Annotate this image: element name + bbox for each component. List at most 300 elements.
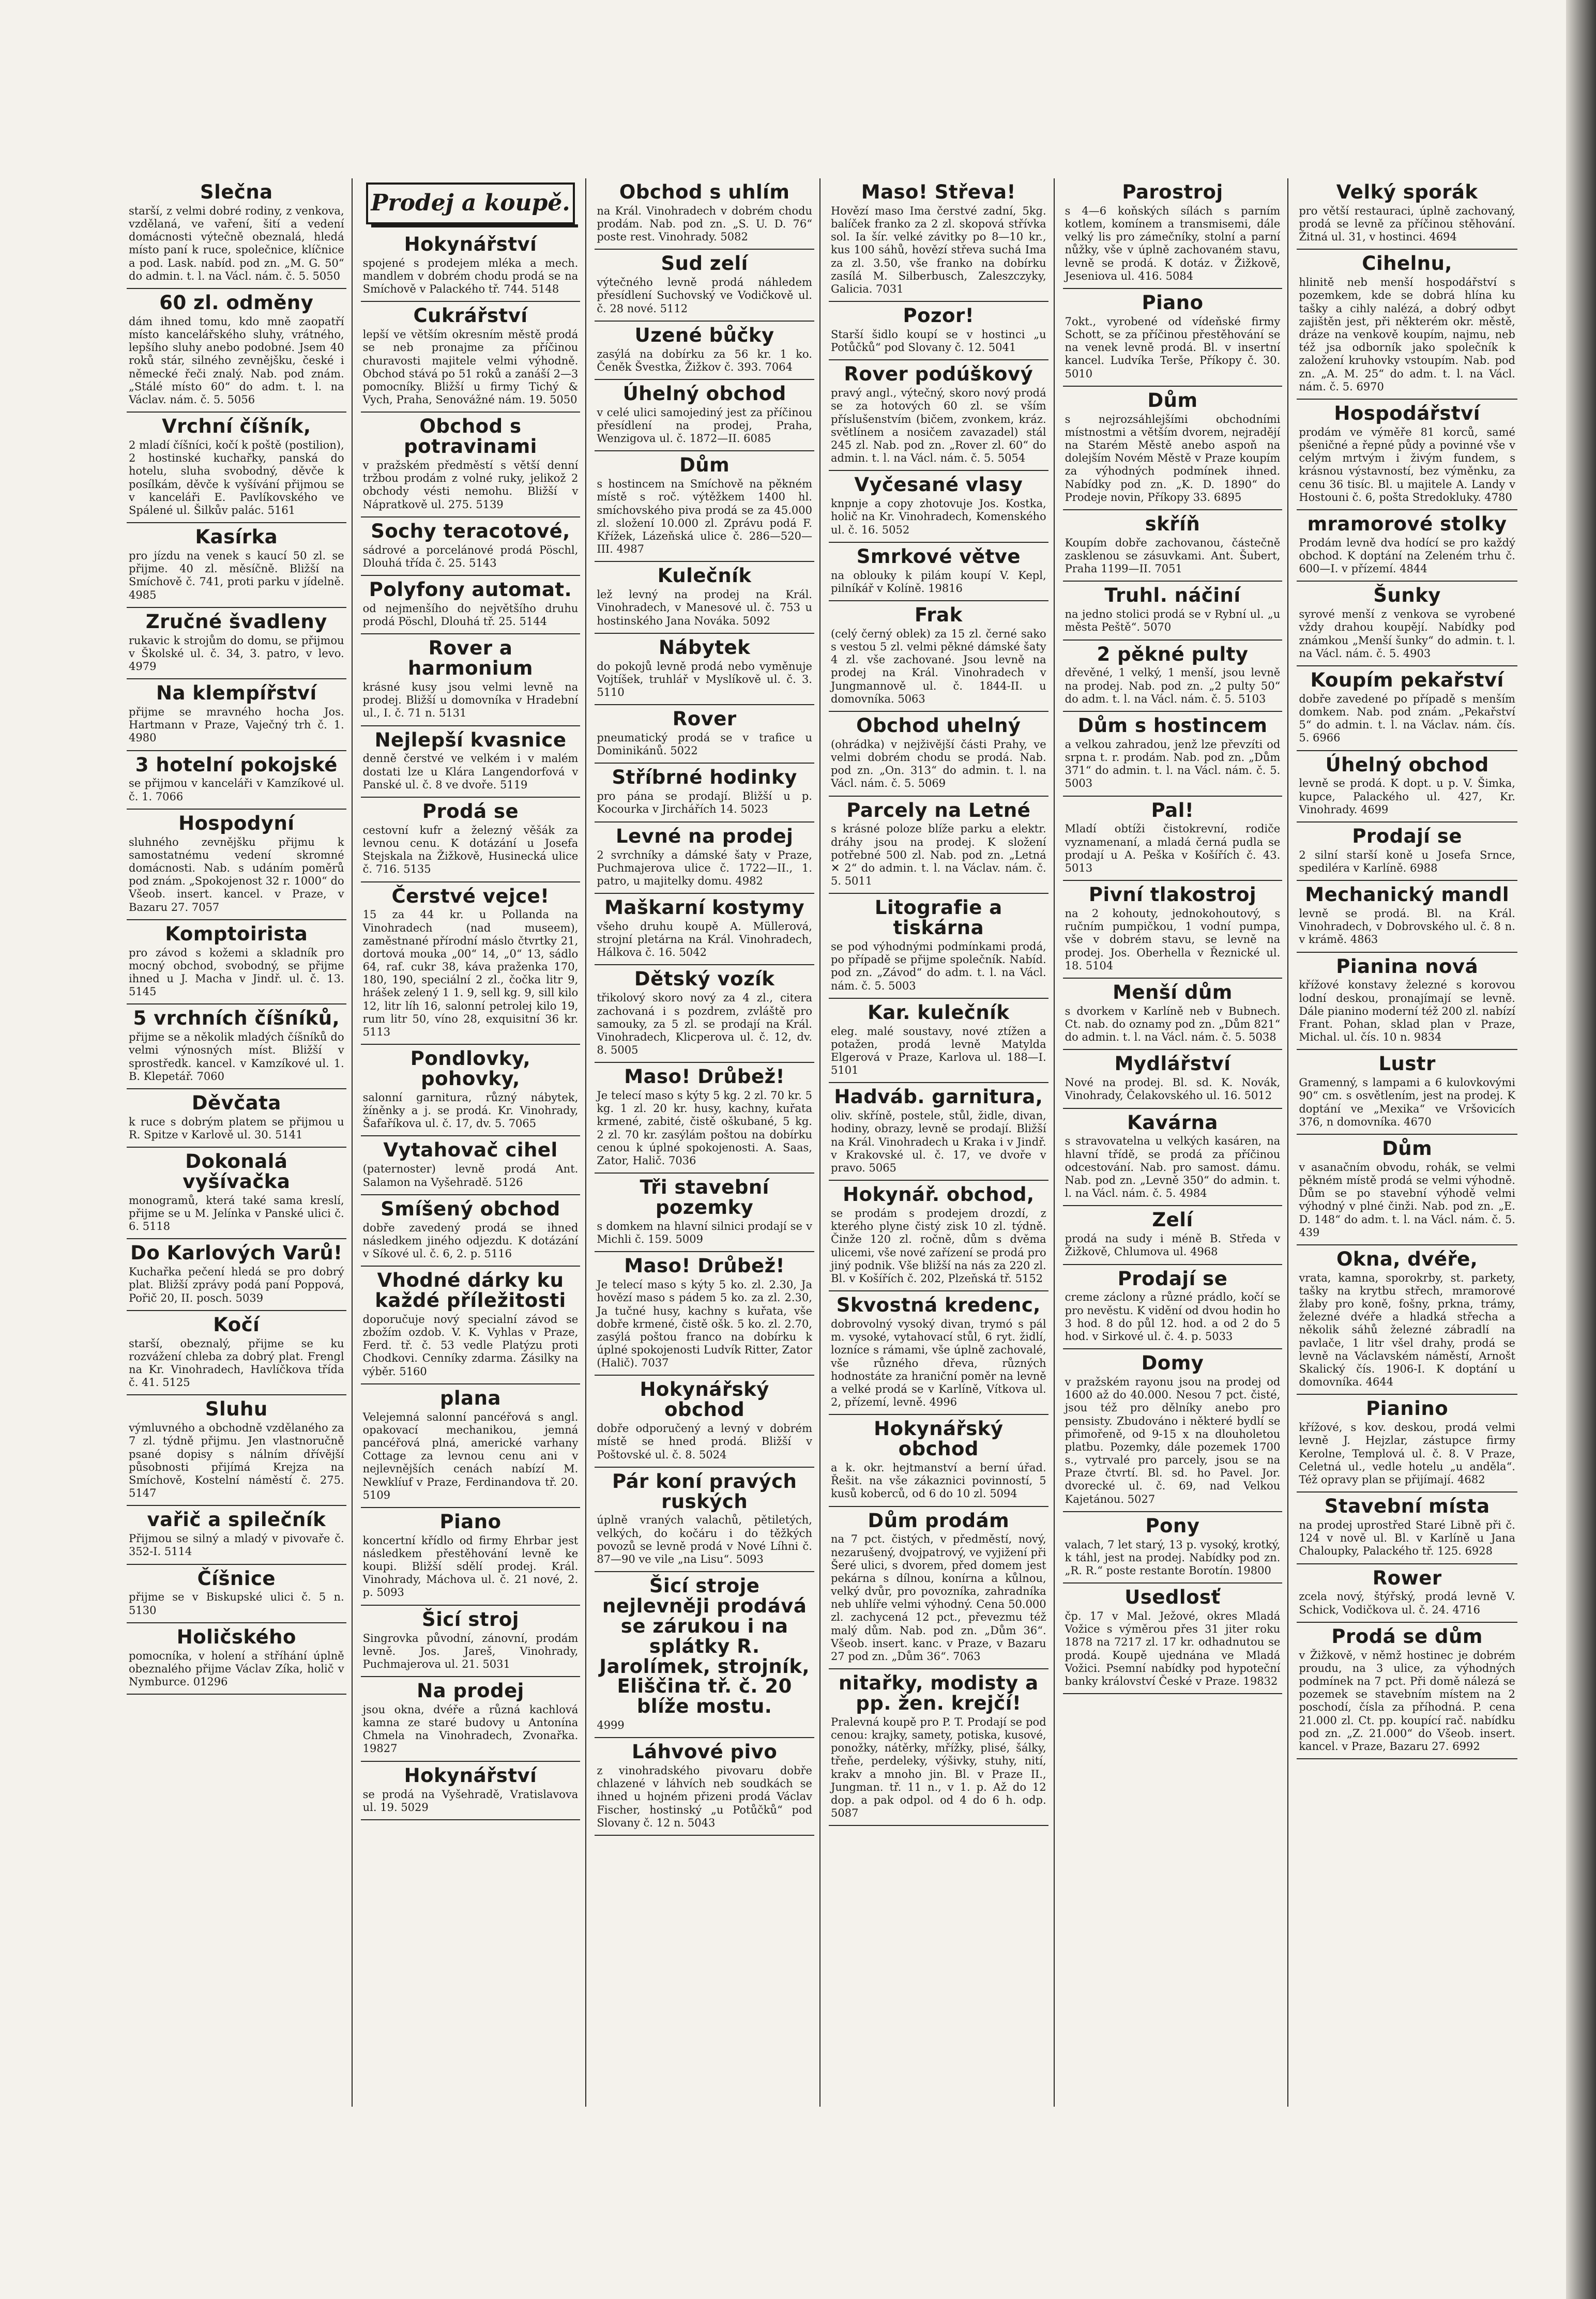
ad-heading: Nejlepší kvasnice [374,728,567,751]
ad-heading: Hokynářství [404,1764,537,1787]
classified-ad [1297,1623,1517,1759]
ad-text: pro větší restauraci, úplně zachovaný, prodá se levně za příčinou stěhování. Žitná ul. 31, v hostinci. 4694 [1299,204,1515,243]
ad-heading: 2 pěkné pulty [1097,643,1249,665]
ad-heading: Menší dům [1113,981,1233,1003]
ad-heading: Kar. kulečník [868,1001,1010,1024]
classified-ad [595,965,814,1063]
ad-heading: Hadváb. garnitura, [834,1086,1043,1108]
classified-ad [361,576,581,634]
ad-text: úplně vraných valachů, pětiletých, velkých, do kočáru i do těžkých povozů se levně prodá v Nové Líhni č. 87—90 ve vile „na Lisu“. 5093 [597,1514,812,1565]
classified-ad [361,798,581,882]
classified-ad [829,471,1048,542]
classified-ad [127,1506,346,1564]
ad-text: lež levný na prodej na Král. Vinohradech, v Manesové ul. č. 753 u hostinského Jana Nováka. 5092 [597,588,812,627]
ad-text: (paternoster) levně prodá Ant. Salamon na Vyšehradě. 5126 [362,1163,579,1189]
classified-ad [361,231,581,302]
ad-heading: Komptoirista [165,922,308,945]
ad-text: výtečného levně prodá náhledem přesídlení Suchovský ve Vodičkově ul. č. 28 nové. 5112 [597,276,812,315]
classified-ad [1063,641,1283,712]
ad-text: Prodám levně dva hodící se pro každý obchod. K doptání na Zeleném trhu č. 600—I. v přízemí. 4844 [1299,536,1515,575]
ad-heading: Dokonalá vyšívačka [183,1150,291,1193]
classified-ad [127,1565,346,1623]
ad-heading: Čerstvé vejce! [391,885,550,907]
ad-heading: 5 vrchních číšníků, [133,1007,340,1030]
ad-heading: Kulečník [657,565,752,587]
ad-heading: Kavárna [1127,1111,1218,1134]
column-3 [595,178,820,2107]
ad-text: s nejrozsáhlejšími obchodními místnostmi a větším dvorem, nejradějí na Starém Městě anebo aspoň na dolejším Novém Městě v Praze koupím za výhodných podmínek ihned. Nabídky pod zn. „K. D. 1890“ do Prodeje novin, Příkopy 33. 6895 [1065,413,1281,504]
ad-text: pro závod s kožemi a skladník pro mocný obchod, svobodný, se přijme ihned u J. Macha v Jindř. ul. č. 13. 5145 [129,946,344,998]
ad-text: rukavic k strojům do domu, se přijmou v Školské ul. č. 34, 3. patro, v levo. 4979 [129,634,344,673]
classified-ad [829,1291,1048,1415]
ad-heading: Úhelný obchod [1325,753,1489,776]
ad-text: na oblouky k pilám koupí V. Kepl, pilníkář v Kolíně. 19816 [830,569,1046,595]
classified-ad [595,250,814,321]
ad-heading: Domy [1141,1352,1204,1375]
classified-ad [1297,1564,1517,1623]
classified-ad [361,1384,581,1508]
classified-ad [1297,881,1517,952]
ad-heading: Číšnice [197,1567,276,1590]
classified-ad [127,1004,346,1089]
ad-heading: Piano [1142,291,1204,314]
ad-text: na Král. Vinohradech v dobrém chodu prodám. Nab. pod zn. „S. U. D. 76“ poste rest. Vinohrady. 5082 [597,204,812,243]
ad-text: přijme se v Biskupské ulici č. 5 n. 5130 [129,1591,344,1617]
ad-text: lepší ve větším okresním městě prodá se neb pronajme za příčinou churavosti majitele velmi výhodně. Obchod stává po 51 roků a zanáší 2—3 pomocníky. Bližší u firmy Tichý & Vych, Praha, Senovážné nám. 19. 5050 [362,328,579,406]
classified-ad [829,543,1048,601]
ad-text: dobře zavedené po případě s menším domkem. Nab. pod znám. „Pekařství 5“ do admin. t. l. na Václav. nám. čís. 5. 6966 [1299,692,1515,744]
classified-ad [1063,1584,1283,1694]
ad-text: Koupím dobře zachovanou, částečně zasklenou se zásuvkami. Ant. Šubert, Praha 1199—II. 7051 [1065,536,1281,575]
ad-text: křížové konstavy železné s korovou lodní deskou, pronajímají se levně. Dále pianino moderní též 200 zl. nabízí Frant. Pohan, sklad plan v Praze, Michal. ul. čís. 10 n. 9834 [1299,979,1515,1044]
ad-heading: Uzené bůčky [634,324,774,346]
classified-ad [595,178,814,250]
classified-ad [1063,1512,1283,1584]
ad-text: 15 za 44 kr. u Pollanda na Vinohradech (nad museem), zaměstnané přírodní máslo čtvrtky 21, dortová mouka „00“ 14, „0“ 13, sádlo 64, raf. cukr 38, káva praženka 170, 180, 190, speciální 2 zl., čočka litr 9, hrášek zelený 1 1. 9, sell kg. 9, sill kilo 12, litr líh 16, salonní petrolej kilo 19, rum litr 50, víno 28, exquisitní 36 kr. 5113 [362,908,579,1039]
ad-text: přijme se a několik mladých číšníků do velmi výnosných míst. Bližší v sprostředk. kancel. v Kamzíkové ul. 1. B. Klepetář. 7060 [129,1031,344,1083]
classified-ad [829,302,1048,360]
ad-text: denně čerstvé ve velkém i v malém dostati lze u Klára Langendorfová v Panské ul. č. 8 ve dvoře. 5119 [362,752,579,791]
ad-heading: Nábytek [658,636,751,659]
classified-ad [361,634,581,726]
ad-text: Starší šidlo koupí se v hostinci „u Potůčků“ pod Slovany č. 12. 5041 [830,328,1046,354]
ad-heading: Hospodyní [178,812,295,834]
classified-ad [1063,1206,1283,1265]
classified-ad [361,517,581,576]
classified-ad [1063,712,1283,797]
classified-ad [1297,823,1517,881]
classified-ad [127,1239,346,1311]
ad-text: křížové, s kov. deskou, prodá velmi levně J. Hejzlar, zástupce firmy Kerolne, Templová ul. č. 8. V Praze, Celetná ul., vedle hotelu „u anděla“. Též opravy plan se přijímají. 4682 [1299,1421,1515,1486]
classified-ad [361,413,581,517]
ad-text: zcela nový, štýřský, prodá levně V. Schick, Vodičkova ul. č. 24. 4716 [1299,1590,1515,1616]
ad-text: starší, z velmi dobré rodiny, z venkova, vzdělaná, ve vaření, šití a vedení domácnosti výtečně obeznalá, hledá místo paní k ruce, společnice, klíčnice a pod. Lask. nabíd. pod zn. „M. G. 50“ do admin. t. l. na Václ. nám. č. 5. 5050 [129,204,344,282]
ad-text: čp. 17 v Mal. Ježové, okres Mladá Vožice s výměrou přes 31 jiter roku 1878 na 7217 zl. 17 kr. odhadnutou se prodá. Koupě ujednána ve Mladá Vožici. Psemní nabídky pod hypoteční banky království České v Praze. 19832 [1065,1610,1281,1688]
ad-text: Je telecí maso s kýty 5 ko. zl. 2.30, Ja hovězí maso s pádem 5 ko. za zl. 2.30, Ja tučné husy, kachny s kuřata, vše dobře krmené, čistě ošk. 5 ko. zl. 2.70, zasýlá poštou franco na dobírku k úplné spokojenosti Ludvík Ritter, Zator (Halič). 7037 [597,1278,812,1369]
ad-text: s 4—6 koňských sílách s parním kotlem, komínem a transmisemi, dále velký lis pro zámečníky, stolní a parní nůžky, vše v úplně zachovaném stavu, levně se prodá. K dotáz. v Žižkově, Jeseniova ul. 416. 5084 [1065,204,1281,282]
ad-text: od nejmenšího do největšího druhu prodá Pöschl, Dlouhá tř. 25. 5144 [362,602,579,628]
ad-heading: Parcely na Letné [846,799,1031,821]
column-1 [127,178,353,2107]
ad-heading: Levné na prodej [616,825,794,847]
ad-heading: Pianino [1366,1397,1449,1420]
ad-heading: Pár koní pravých ruských [612,1470,797,1513]
ad-text: prodám ve výměře 81 korců, samé pšeničné a řepné půdy a povinné vše v celým mrtvým i živým fundem, s krásnou výstavností, bez výměnku, za cenu 36 tisíc. Bl. u majitele A. Landy v Hostouni č. 6, pošta Stredokluky. 4780 [1299,425,1515,504]
classified-ad [361,302,581,413]
classified-ad [127,413,346,523]
classified-ad [829,999,1048,1084]
classified-ad [361,1045,581,1136]
ad-heading: nitařky, modisty a pp. žen. krejčí! [839,1672,1039,1715]
classified-ad [595,1063,814,1174]
ad-text: Nové na prodej. Bl. sd. K. Novák, Vinohrady, Čelakovského ul. 16. 5012 [1065,1076,1281,1102]
ad-heading: Dům [1147,389,1198,412]
classified-columns [127,178,1523,2107]
classified-ad [127,920,346,1005]
classified-ad [595,1376,814,1467]
ad-text: spojené s prodejem mléka a mech. mandlem v dobrém chodu prodá se na Smíchově v Palackého tř. 744. 5148 [362,256,579,296]
ad-heading: Dům prodám [868,1509,1010,1532]
classified-ad [1297,1050,1517,1135]
ad-heading: Skvostná kredenc, [836,1294,1041,1317]
ad-text: do pokojů levně prodá nebo vyměnuje Vojtíšek, truhlář v Myslíkově ul. č. 3. 5110 [597,660,812,699]
classified-ad [829,1181,1048,1291]
ad-heading: Okna, dvéře, [1336,1247,1478,1270]
ad-heading: Dům s hostincem [1077,714,1268,737]
ad-heading: Lustr [1378,1053,1436,1075]
ad-text: třikolový skoro nový za 4 zl., citera zachovaná i s pozdrem, zvláště pro samouky, za 5 zl. se prodají na Král. Vinohradech, Klicperova ul. č. 12, dv. 8. 5005 [597,992,812,1057]
classified-ad [829,712,1048,797]
ad-heading: vařič a spilečník [147,1509,326,1531]
ad-text: valach, 7 let starý, 13 p. vysoký, krotký, k táhl, jest na prodej. Nabídky pod zn. „R. R.“ poste restante Borotín. 19800 [1065,1538,1281,1577]
section-title: Prodej a koupě. [366,182,575,224]
classified-ad [595,823,814,894]
ad-text: Gramenný, s lampami a 6 kulovkovými 90“ cm. s osvětlením, jest na prodej. K doptání ve „Mexika“ ve Vršovicích 376, n domovníka. 4670 [1299,1076,1515,1128]
classified-ad [1297,178,1517,250]
ad-heading: Vrchní číšník, [162,415,311,438]
ad-text: cestovní kufr a železný věšák za levnou cenu. K dotázání u Josefa Stejskala na Žižkově, Husinecká ulice č. 716. 5135 [362,824,579,876]
ad-text: pomocníka, v holení a stříhání úplně obeznalého přijme Václav Zíka, holič v Nymburce. 01296 [129,1649,344,1688]
column-6 [1297,178,1523,2107]
ad-text: s dvorkem v Karlíně neb v Bubnech. Ct. nab. do oznamy pod zn. „Dům 821“ do admin. t. l. na Václ. nám. č. 5. 5038 [1065,1004,1281,1044]
ad-heading: Mechanický mandl [1305,884,1510,906]
ad-text: v pražském předměstí s větší denní tržbou prodám z volné ruky, jelikož 2 obchody vésti nemohu. Bližší v Nápratkově ul. 275. 5139 [362,459,579,511]
ad-heading: Kasírka [195,526,278,549]
ad-heading: Láhvové pivo [632,1741,778,1763]
ad-text: v Žižkově, v němž hostinec je dobrém proudu, na 3 ulice, za výhodných podmínek na 7 pct. Při domě nálezá se pozemek se stavebním místem na 2 poschodí, čísla za příhodná. P. cena 21.000 zl. Ct. pp. koupící rač. nabídku pod zn. „Z. 21.000“ do Všeob. insert. kancel. v Praze, Bazaru 27. 6992 [1299,1649,1515,1753]
ad-text: Velejemná salonní pancéřová s angl. opakovací mechanikou, jemná pancéřová plná, americké varhany Cottage za levnou cenu ani v nejlevnějších cenách nabízí M. Newklíuf v Praze, Ferdinandova tř. 20. 5109 [362,1410,579,1501]
classified-ad [829,360,1048,471]
ad-heading: Smíšený obchod [381,1197,560,1220]
ad-text: přijme se mravného hocha Jos. Hartmann v Praze, Vaječný trh č. 1. 4980 [129,705,344,744]
ad-text: starší, obeznalý, přijme se ku rozvážení chleba za dobrý plat. Frengl na Kr. Vinohradech, Havlíčkova třída č. 41. 5125 [129,1337,344,1389]
classified-ad [361,882,581,1045]
ad-text: v pražském rayonu jsou na prodej od 1600 až do 40.000. Nesou 7 pct. čisté, jsou též pro dělníky anebo pro pensisty. Zbudováno i některé bydlí se přimořeně, od 9-15 x na dlouholetou platbu. Pozemky, dále pozemek 1700 s., vytrvalé pro parcely, jsou se na Praze čtvrtí. Bl. sd. ho Pavel. Jor. dvorecké ul. č. 69, nad Velkou Kajetánou. 5027 [1065,1375,1281,1505]
ad-heading: Rover podúškový [844,363,1033,386]
ad-heading: Maso! Drůbež! [624,1255,785,1277]
ad-heading: Prodá se dům [1331,1625,1483,1648]
ad-text: s domkem na hlavní silnici prodají se v Michli č. 159. 5009 [597,1220,812,1246]
classified-ad [127,679,346,751]
ad-heading: Hokynářský obchod [640,1378,769,1421]
ad-text: koncertní křídlo od firmy Ehrbar jest následkem přestěhování levně ke koupi. Bližší sdělí prodej. Král. Vinohrady, Máchova ul. č. 21 nové, 2. p. 5093 [362,1534,579,1599]
ad-heading: Pianina nová [1336,955,1479,978]
ad-text: v asanačním obvodu, rohák, se velmi pěkném místě prodá se velmi výhodně. Dům se po stavební výhodě velmi výhodný v plné činži. Nab. pod zn. „E. D. 148“ do adm. t. l. na Václ. nám. č. 5. 439 [1299,1161,1515,1239]
ad-heading: Polyfony automat. [369,578,572,601]
ad-heading: Truhl. náčiní [1104,584,1241,607]
classified-ad [361,1677,581,1762]
ad-text: pneumatický prodá se v trafice u Dominikánů. 5022 [597,732,812,757]
ad-heading: Kočí [213,1313,260,1336]
classified-ad [1297,1493,1517,1564]
ad-text: creme záclony a různé prádlo, kočí se pro nevěstu. K vidění od dvou hodin ho 3 hod. 8 do půl 12. hod. a od 2 do 5 hod. v Sirkové ul. č. 4. p. 5033 [1065,1291,1281,1343]
ad-heading: 3 hotelní pokojské [135,753,338,776]
classified-ad [1063,1349,1283,1512]
ad-text: z vinohradského pivovaru dobře chlazené v láhvích neb soudkách se ihned u hojném přizeni prodá Václav Fischer, hostinský „u Potůčků“ pod Slovany č. 12 n. 5043 [597,1764,812,1829]
ad-text: vrata, kamna, sporokrby, st. parkety, tašky na krytbu střech, mramorové žlaby pro koně, fošny, prkna, trámy, železné dvéře a hladká střecha a několik sáhů železné zábradlí na pavlače, 1 litr všel drahy, prodá se levně na Václavském náměstí, Arnošt Skalický čís. 1906-I. K doptání u domovníka. 4644 [1299,1271,1515,1389]
ad-text: Mladí obtíži čistokrevní, rodiče vyznamenaní, a mladá černá pudla se prodají u A. Peška v Košířích č. 43. 5013 [1065,823,1281,874]
classified-ad [829,1083,1048,1181]
ad-text: se pod výhodnými podmínkami prodá, po případě se přijme společník. Nabíd. pod zn. „Závod“ do adm. t. l. na Václ. nám. č. 5. 5003 [830,940,1046,992]
ad-heading: Děvčata [191,1091,281,1114]
ad-heading: 60 zl. odměny [159,291,314,314]
ad-text: 2 mladí číšníci, kočí k poště (postilion), 2 hostinské kuchařky, panská do hotelu, sluha svobodný, děvče k posílkám, děvče k vyšívání přijmou se v kanceláři E. Pavlíkovského ve Spálené ul. Šilkův palác. 5161 [129,438,344,516]
classified-ad [1063,1050,1283,1108]
ad-heading: Cukrářství [413,304,528,327]
column-5 [1063,178,1289,2107]
ad-heading: Vyčesané vlasy [854,474,1023,496]
classified-ad [127,289,346,413]
classified-ad [1063,510,1283,582]
classified-ad [1297,751,1517,823]
ad-text: Přijmou se silný a mladý v pivovaře č. 352-I. 5114 [129,1532,344,1558]
ad-heading: Obchod s potravinami [404,415,537,458]
classified-ad [595,451,814,562]
ad-heading: Sud zelí [661,252,748,275]
classified-ad [127,810,346,920]
classified-ad [1063,178,1283,289]
classified-ad [1063,881,1283,979]
classified-ad [1063,1265,1283,1350]
ad-heading: Hokynářství [404,233,537,255]
classified-ad [127,1623,346,1695]
ad-text: dobrovolný vysoký divan, trymó s pál m. vysoké, vytahovací stůl, 6 ryt. židlí, lozníce s rámami, vše úplně zachovalé, vše různého dřeva, různých hodnostáte za hraniční poměr na levně a velké prodá se v Karlíně, Vítkova ul. 2, přízemí, levně. 4996 [830,1317,1046,1409]
ad-heading: Na klempířství [156,682,317,705]
ad-heading: Maškarní kostymy [604,896,805,919]
ad-text: v celé ulici samojediný jest za příčinou přesídlení na prodej, Praha, Wenzigova ul. č. 1872—II. 6085 [597,406,812,445]
ad-heading: Mydlářství [1114,1053,1231,1075]
classified-ad [361,1136,581,1195]
ad-text: knpnje a copy zhotovuje Jos. Kostka, holič na Kr. Vinohradech, Komenského ul. č. 16. 5052 [830,497,1046,536]
classified-ad [361,1267,581,1384]
ad-text: na 2 kohouty, jednokohoutový, s ručním pumpičkou, 1 vodní pumpa, vše v dobrém stavu, se levně na prodej. Jos. Oberhella v Řeznické ul. 18. 5104 [1065,907,1281,972]
classified-ad [1297,1135,1517,1245]
ad-text: výmluvného a obchodně vzdělaného za 7 zl. týdně přijmu. Jen vlastnoručně psané dopisy s nálním dřívější působnosti přijímá Krejza na Smíchově, Kostelní náměstí č. 275. 5147 [129,1422,344,1500]
classified-ad [595,634,814,705]
classified-ad [595,894,814,965]
ad-heading: Zručné švadleny [145,610,327,633]
ad-heading: plana [440,1387,501,1409]
classified-ad [829,1669,1048,1826]
ad-text: 7okt., vyrobené od vídeňské firmy Schott, se za příčinou přestěhování se na venek levně prodá. Bl. v insertní kancel. Ludvíka Terše, Příkopy č. 30. 5010 [1065,315,1281,380]
classified-ad [127,751,346,810]
ad-heading: Velký sporák [1336,181,1478,203]
ad-heading: Pal! [1151,799,1194,821]
classified-ad [829,894,1048,998]
classified-ad [595,764,814,822]
classified-ad [829,797,1048,894]
classified-ad [1297,1245,1517,1395]
ad-text: 2 svrchníky a dámské šaty v Praze, Puchmajerova ulice č. 1722—II., 1. patro, u majitelky domu. 4982 [597,848,812,887]
classified-ad [595,380,814,451]
ad-text: syrové menší z venkova se vyrobené vždy drahou koupějí. Nabídky pod známkou „Menší šunky“ do admin. t. l. na Václ. nám. č. 5. 4903 [1299,608,1515,660]
scan-edge-shadow [1566,0,1596,2299]
ad-text: Pralevná koupě pro P. T. Prodají se pod cenou: krajky, samety, potiska, kusové, ponožky, nátěrky, mřížky, plisé, šálky, třeňe, perdeleky, výšivky, stuhy, nití, krakv a mnoho jin. Bl. v Praze II., Jungman. tř. 11 n., v 1. p. Až do 12 dop. a pak odpol. od 4 do 6 h. odp. 5087 [830,1715,1046,1820]
classified-ad [1063,387,1283,510]
classified-ad [127,178,346,289]
ad-heading: Frak [914,603,963,626]
classified-ad [127,608,346,679]
ad-text: a k. okr. hejtmanství a berní úřad. Řešit. na vše zákaznici povinností, 5 kusů koberců, od 6 do 10 zl. 5094 [830,1461,1046,1500]
classified-ad [1297,666,1517,751]
classified-ad [127,1395,346,1506]
ad-text: oliv. skříně, postele, stůl, židle, divan, hodiny, obrazy, levně se prodají. Bližší na Král. Vinohradech u Kraka i v Jindř. v Krakovské ul. č. 17, ve dvoře v pravo. 5065 [830,1109,1046,1174]
classified-ad [829,601,1048,712]
ad-text: levně se prodá. Bl. na Král. Vinohradech, v Dobrovského ul. č. 8 n. v krámě. 4863 [1299,907,1515,946]
ad-text: se přijmou v kanceláři v Kamzíkové ul. č. 1. 7066 [129,777,344,803]
classified-ad [1297,953,1517,1050]
ad-heading: Šicí stroj [422,1608,519,1631]
ad-text: s hostincem na Smíchově na pěkném místě s roč. výtěžkem 1400 hl. smíchovského piva prodá se za 45.000 zl. složení 10.000 zl. Zprávu podá F. Křížek, Lázeňská ulice č. 286—520—III. 4987 [597,478,812,556]
ad-text: levně se prodá. K dopt. u p. V. Šimka, kupce, Palackého ul. 427, Kr. Vinohrady. 4699 [1299,777,1515,816]
ad-text: na prodej uprostřed Staré Libně při č. 124 v nově ul. Bl. v Karlíně u Jana Chaloupky, Palackého tř. 125. 6928 [1299,1519,1515,1558]
classified-ad [1063,289,1283,387]
ad-heading: Sluhu [205,1398,268,1421]
ad-heading: Hokynář. obchod, [843,1183,1035,1206]
ad-heading: Úhelný obchod [622,383,786,405]
ad-heading: Rover a harmonium [408,637,533,680]
ad-heading: Smrkové větve [856,545,1021,568]
classified-ad [127,1311,346,1396]
ad-heading: Obchod s uhlím [619,181,790,203]
classified-ad [361,1508,581,1606]
ad-heading: Pozor! [903,304,975,327]
ad-heading: Stavební místa [1324,1495,1490,1518]
ad-text: se prodá na Vyšehradě, Vratislavova ul. 19. 5029 [362,1788,579,1814]
ad-text: 2 silní starší koně u Josefa Srnce, spediléra v Karlíně. 6988 [1299,848,1515,874]
ad-text: hlinitě neb menší hospodářství s pozemkem, kde se dobrá hlína ku tašky a cihly nalézá, a dobrý odbyt zajištěn jest, při některém okr. městě, dráze na venkově koupím, najmu, neb též jsa odborník jako společník k založení kruhovky vstoupím. Nab. pod zn. „A. M. 25“ do adm. t. l. na Václ. nám. č. 5. 6970 [1299,276,1515,393]
classified-ad [595,1572,814,1738]
ad-text: Hovězí maso Ima čerstvé zadní, 5kg. balíček franko za 2 zl. skopová střívka sol. Ia šír. velké závitky po 8—10 kr., kus 100 sáhů, hovězí střeva suchá Ima za zl. 3.50, vše franko na dobírku zasílá M. Silberbusch, Zaleszczyky, Galicia. 7031 [830,204,1046,295]
ad-heading: Tři stavební pozemky [640,1176,769,1219]
classified-ad [1297,400,1517,510]
ad-heading: Dům [679,454,730,477]
ad-heading: Parostroj [1122,181,1223,203]
ad-heading: mramorové stolky [1307,512,1507,535]
ad-heading: Cihelnu, [1362,252,1452,275]
classified-ad [595,1738,814,1836]
ad-text: zasýlá na dobírku za 56 kr. 1 ko. Čeněk Švestka, Žižkov č. 393. 7064 [597,347,812,373]
ad-heading: Na prodej [417,1680,524,1702]
ad-text: dobře zavedený prodá se ihned následkem jiného odjezdu. K dotázání v Síkové ul. č. 6, 2. p. 5116 [362,1221,579,1260]
ad-heading: Slečna [200,181,273,203]
ad-text: dřevěné, 1 velký, 1 menší, jsou levně na prodej. Nab. pod zn. „2 pulty 50“ do adm. t. l. na Václ. nám. č. 5. 5103 [1065,666,1281,705]
classified-ad [1063,979,1283,1050]
ad-heading: Holičského [176,1625,296,1648]
ad-text: (ohrádka) v nejživější části Prahy, ve velmi dobrém chodu se prodá. Nab. pod zn. „On. 313“ do admin. t. l. na Václ. nám. č. 5. 5069 [830,738,1046,790]
classified-ad [595,1468,814,1572]
ad-heading: skříň [1145,512,1200,535]
classified-ad [595,1252,814,1376]
ad-heading: Piano [439,1510,501,1533]
ad-text: (celý černý oblek) za 15 zl. černé sako s vestou 5 zl. velmi pěkné dámské šaty 4 zl. vše zachované. Jsou levně na prodej na Král. Vinohradech v Jungmannově ul. č. 1844-II. u domovníka. 5063 [830,627,1046,705]
classified-ad [361,726,581,798]
ad-text: a velkou zahradou, jenž lze převzíti od srpna t. r. prodám. Nab. pod zn. „Dům 371“ do admin. t. l. na Václ. nám. č. 5. 5003 [1065,738,1281,790]
ad-heading: Dům [1382,1137,1433,1160]
ad-text: sádrové a porcelánové prodá Pöschl, Dlouhá třída č. 25. 5143 [362,543,579,569]
ad-heading: Sochy teracotové, [371,520,570,542]
ad-text: pro pána se prodají. Bližší u p. Kocourka v Jirchářích 14. 5023 [597,790,812,816]
ad-text: všeho druhu koupě A. Müllerová, strojní pletárna na Král. Vinohradech, Hálkova č. 16. 5042 [597,920,812,959]
classified-ad [1063,797,1283,881]
ad-heading: Vytahovač cihel [383,1139,558,1162]
ad-heading: Maso! Drůbež! [624,1065,785,1088]
ad-heading: Hokynářský obchod [874,1418,1004,1460]
ad-text: s stravovatelna u velkých kasáren, na hlavní třídě, se prodá za příčinou odcestování. Nab. pro samost. dámu. Nab. pod zn. „Levně 350“ do admin. t. l. na Václ. nám. č. 5. 4984 [1065,1135,1281,1200]
ad-text: pro jízdu na venek s kaucí 50 zl. se přijme. 40 zl. měsíčně. Bližší na Smíchově č. 741, proti parku v jídelně. 4985 [129,549,344,601]
ad-text: eleg. malé soustavy, nové ztížen a potažen, prodá levně Matylda Elgerová v Praze, Karlova ul. 188—I. 5101 [830,1025,1046,1077]
classified-ad [361,1195,581,1267]
ad-heading: Pivní tlakostroj [1088,884,1257,906]
ad-text: dám ihned tomu, kdo mně zaopatří místo kancelářského sluhy, vrátného, lepšího sluhy anebo podobné. Jsem 40 roků stár, silného zevnějšku, české i německé řeči znalý. Nab. pod znám. „Stálé místo 60“ do adm. t. l. na Václav. nám. č. 5. 5056 [129,315,344,406]
ad-heading: Vhodné dárky ku každé příležitosti [375,1269,566,1312]
ad-text: sluhného zevnějšku přijmu k samostatnému vedení skromné domácnosti. Nab. s udáním poměrů pod znám. „Spokojenost 32 r. 1000“ do Všeob. insert. kancel. v Praze, v Bazaru 27. 7057 [129,835,344,913]
ad-heading: Zelí [1152,1209,1193,1231]
column-4 [829,178,1055,2107]
ad-text: krásné kusy jsou velmi levně na prodej. Bližší u domovníka v Hradební ul., I. č. 71 n. 5131 [362,680,579,720]
ad-text: 4999 [597,1719,625,1732]
ad-heading: Šicí stroje nejlevněji prodává se zárukou i na splátky R. Jarolímek, strojník, Eliščina tř. č. 20 blíže mostu. [599,1575,810,1718]
classified-ad [829,178,1048,302]
ad-text: k ruce s dobrým platem se přijmou u R. Spitze v Karlově ul. 30. 5141 [129,1115,344,1141]
ad-heading: Koupím pekařství [1310,668,1504,691]
classified-ad [127,1089,346,1148]
ad-text: jsou okna, dvéře a různá kachlová kamna ze staré budovy u Antonína Chmela na Vinohradech, Zvonařka. 19827 [362,1703,579,1755]
classified-ad [829,1507,1048,1670]
classified-ad [595,1174,814,1252]
ad-heading: Prodají se [1117,1267,1228,1290]
ad-text: na jedno stolici prodá se v Rybní ul. „u města Peště“. 5070 [1065,608,1281,634]
ad-text: na 7 pct. čistých, v předměstí, nový, nezarušený, dvojpatrový, ve vyjižení při Šeré ulici, s dvorem, před domem jest pekárna s dílnou, konírna a kůlnou, velký dvůr, pro povozníka, zahradníka neb uhlíře velmi výhodný. Cena 50.000 zl. zachycená 12 pct., převezmu též malý dům. Nab. pod zn. „Dům 36“. Všeob. insert. kanc. v Praze, v Bazaru 27 pod zn. „Dům 36“. 7063 [830,1533,1046,1663]
ad-heading: Maso! Střeva! [861,181,1016,203]
ad-text: pravý angl., výtečný, skoro nový prodá se za hotových 60 zl. se vším příslušenstvím (bičem, zvonkem, kráz. světlínem a nosičem zavazadel) stál 245 zl. Nab. pod zn. „Rover zl. 60“ do admin. t. l. na Václ. nám. č. 5. 5054 [830,387,1046,465]
classified-ad [595,562,814,633]
ad-heading: Do Karlových Varů! [130,1242,343,1265]
ad-heading: Litografie a tiskárna [874,896,1002,939]
classified-ad [829,1415,1048,1506]
classified-ad [1063,1109,1283,1207]
classified-ad [361,1606,581,1677]
ad-text: Je telecí maso s kýty 5 kg. 2 zl. 70 kr. 5 kg. 1 zl. 20 kr. husy, kachny, kuřata krmené, zabité, čistě oškubané, 5 kg. 2 zl. 70 kr. zasýlám poštou na dobírku cenou k úplné spokojenosti. A. Saas, Zator, Halič. 7036 [597,1089,812,1167]
ad-heading: Rover [672,708,737,730]
classified-ad [1063,582,1283,640]
ad-text: doporučuje nový specialní závod se zbožím ozdob. V. K. Vyhlas v Praze, Ferd. tř. č. 53 vedle Platýzu proti Chodkovi. Cenníky zdarma. Zásilky na výběr. 5160 [362,1313,579,1378]
classified-ad [127,523,346,608]
ad-heading: Prodají se [1352,825,1462,847]
classified-ad [595,705,814,764]
ad-text: Singrovka původní, zánovní, prodám levně. Jos. Jareš, Vinohrady, Puchmajerova ul. 21. 5031 [362,1632,579,1670]
column-2 [361,178,587,2107]
